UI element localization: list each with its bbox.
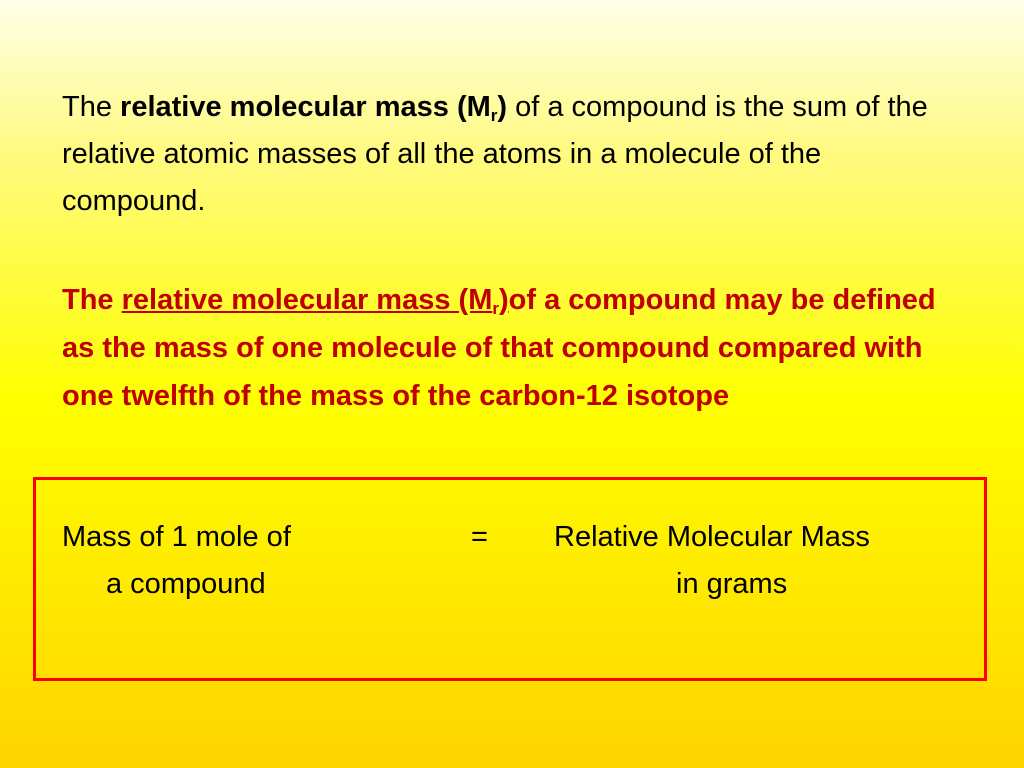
alternative-definition-paragraph [62, 276, 972, 420]
definition-text: of a compound is the sum of the relative atomic masses of all the atoms in a molecule of the compound. [62, 91, 928, 217]
definition-term-text: relative molecular mass (M [120, 91, 491, 123]
definition-term [120, 91, 507, 123]
alt-definition-prefix: The [62, 284, 122, 316]
alt-definition-term-close: ) [498, 284, 509, 316]
equation-equals-sign: = [471, 521, 488, 553]
equation-right-line1: Relative Molecular Mass [554, 521, 870, 553]
equation-left-line2: a compound [106, 568, 266, 600]
alt-definition-term-subscript: r [492, 299, 499, 318]
equation-left-line1: Mass of 1 mole of [62, 521, 291, 553]
alt-definition-term [122, 284, 509, 316]
equation-right-line2: in grams [676, 568, 788, 600]
definition-paragraph [62, 84, 972, 225]
alt-definition-term-text: relative molecular mass (M [121, 284, 493, 316]
definition-prefix: The [62, 91, 121, 123]
alt-definition-text: of a compound may be defined as the mass of one molecule of that compound compared with one twelfth of the mass of the carbon-12 isotope [62, 284, 936, 412]
definition-term-subscript: r [490, 106, 498, 125]
definition-term-close: ) [497, 91, 508, 123]
